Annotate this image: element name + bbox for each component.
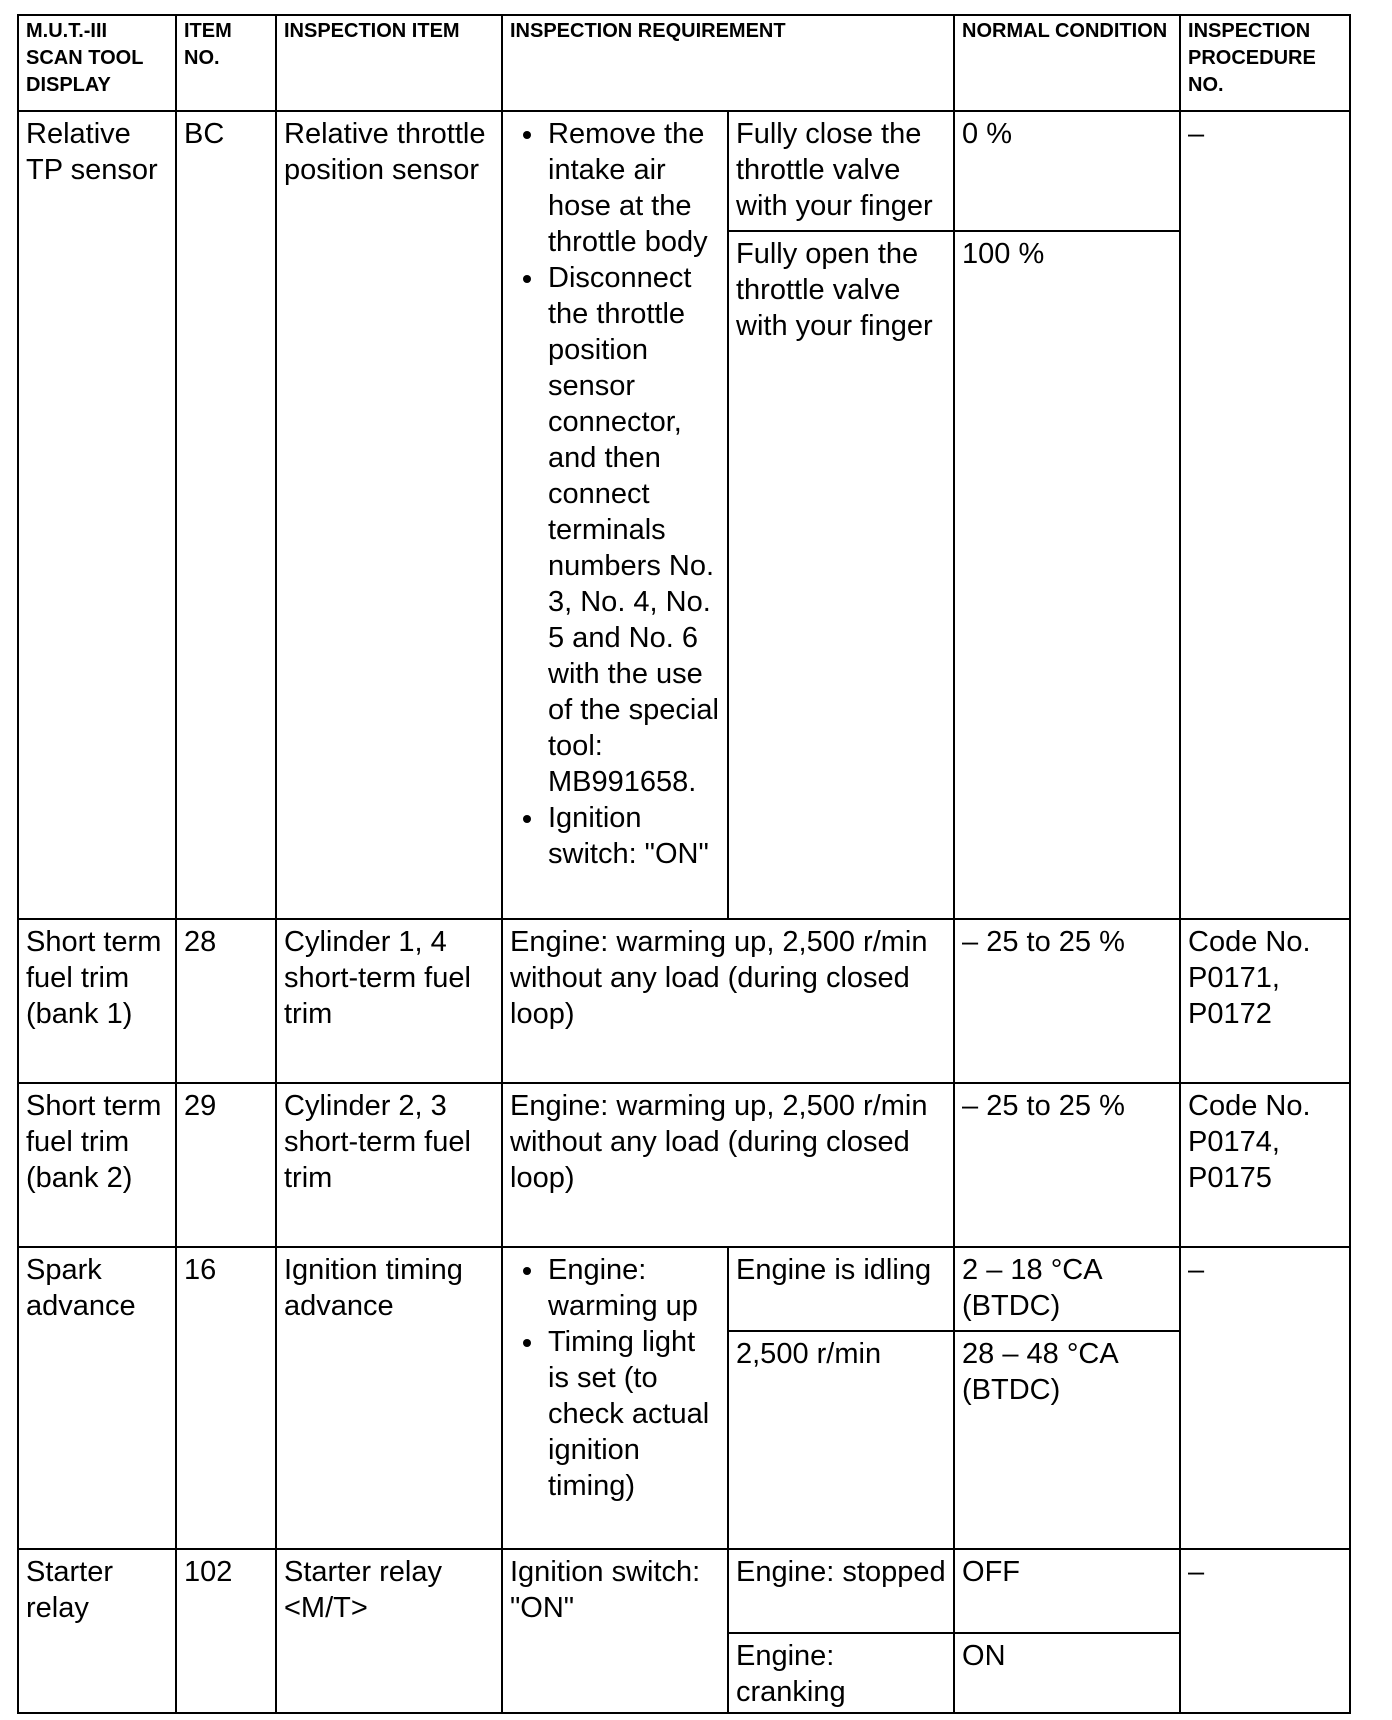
table-row [18, 1083, 1350, 1247]
normal-condition-cell: 28 – 48 °CA (BTDC) [954, 1331, 1180, 1549]
item-no-cell: 102 [176, 1549, 276, 1713]
requirement-cell [502, 111, 728, 919]
normal-condition-cell: 100 % [954, 231, 1180, 919]
normal-condition-cell: OFF [954, 1549, 1180, 1633]
requirement-cell [502, 1247, 728, 1549]
inspection-item-cell: Relative throttle position sensor [276, 111, 502, 919]
procedure-cell: Code No. P0174, P0175 [1180, 1083, 1350, 1247]
procedure-cell: Code No. P0171, P0172 [1180, 919, 1350, 1083]
header-inspection-item: INSPECTION ITEM [276, 15, 502, 111]
item-no-cell: 16 [176, 1247, 276, 1549]
inspection-item-cell: Cylinder 1, 4 short-term fuel trim [276, 919, 502, 1083]
inspection-table [17, 14, 1351, 1714]
table-row [18, 1247, 1350, 1331]
requirement-cell: Engine: warming up, 2,500 r/min without any load (during closed loop) [502, 1083, 954, 1247]
list-item: Remove the intake air hose at the throttle body [548, 116, 720, 260]
procedure-cell: – [1180, 111, 1350, 919]
procedure-cell: – [1180, 1549, 1350, 1713]
normal-condition-cell: 2 – 18 °CA (BTDC) [954, 1247, 1180, 1331]
normal-condition-cell: ON [954, 1633, 1180, 1713]
table-row [18, 1549, 1350, 1633]
item-no-cell: 29 [176, 1083, 276, 1247]
header-inspection-requirement: INSPECTION REQUIREMENT [502, 15, 954, 111]
sub-condition-cell: Engine: cranking [728, 1633, 954, 1713]
normal-condition-cell: – 25 to 25 % [954, 919, 1180, 1083]
item-no-cell: 28 [176, 919, 276, 1083]
item-no-cell: BC [176, 111, 276, 919]
display-cell: Starter relay [18, 1549, 176, 1713]
display-cell: Spark advance [18, 1247, 176, 1549]
sub-condition-cell: 2,500 r/min [728, 1331, 954, 1549]
header-normal-condition: NORMAL CONDITION [954, 15, 1180, 111]
sub-condition-cell: Fully open the throttle valve with your finger [728, 231, 954, 919]
requirement-cell: Engine: warming up, 2,500 r/min without any load (during closed loop) [502, 919, 954, 1083]
header-display: M.U.T.-III SCAN TOOL DISPLAY [18, 15, 176, 111]
table-row [18, 919, 1350, 1083]
inspection-item-cell: Starter relay <M/T> [276, 1549, 502, 1713]
sub-condition-cell: Fully close the throttle valve with your finger [728, 111, 954, 231]
header-item-no: ITEM NO. [176, 15, 276, 111]
requirement-list [510, 116, 720, 872]
display-cell: Short term fuel trim (bank 2) [18, 1083, 176, 1247]
sub-condition-cell: Engine is idling [728, 1247, 954, 1331]
inspection-item-cell: Ignition timing advance [276, 1247, 502, 1549]
list-item: Engine: warming up [548, 1252, 720, 1324]
requirement-list [510, 1252, 720, 1504]
normal-condition-cell: 0 % [954, 111, 1180, 231]
table-row [18, 111, 1350, 231]
header-row [18, 15, 1350, 111]
list-item: Ignition switch: "ON" [548, 800, 720, 872]
procedure-cell: – [1180, 1247, 1350, 1549]
inspection-item-cell: Cylinder 2, 3 short-term fuel trim [276, 1083, 502, 1247]
requirement-cell: Ignition switch: "ON" [502, 1549, 728, 1713]
sub-condition-cell: Engine: stopped [728, 1549, 954, 1633]
list-item: Disconnect the throttle position sensor connector, and then connect terminals numbers No. 3, No. 4, No. 5 and No. 6 with the use of the special tool: MB991658. [548, 262, 719, 798]
normal-condition-cell: – 25 to 25 % [954, 1083, 1180, 1247]
display-cell: Relative TP sensor [18, 111, 176, 919]
display-cell: Short term fuel trim (bank 1) [18, 919, 176, 1083]
header-procedure-no: INSPECTION PROCEDURE NO. [1180, 15, 1350, 111]
list-item: Timing light is set (to check actual ignition timing) [548, 1324, 720, 1504]
